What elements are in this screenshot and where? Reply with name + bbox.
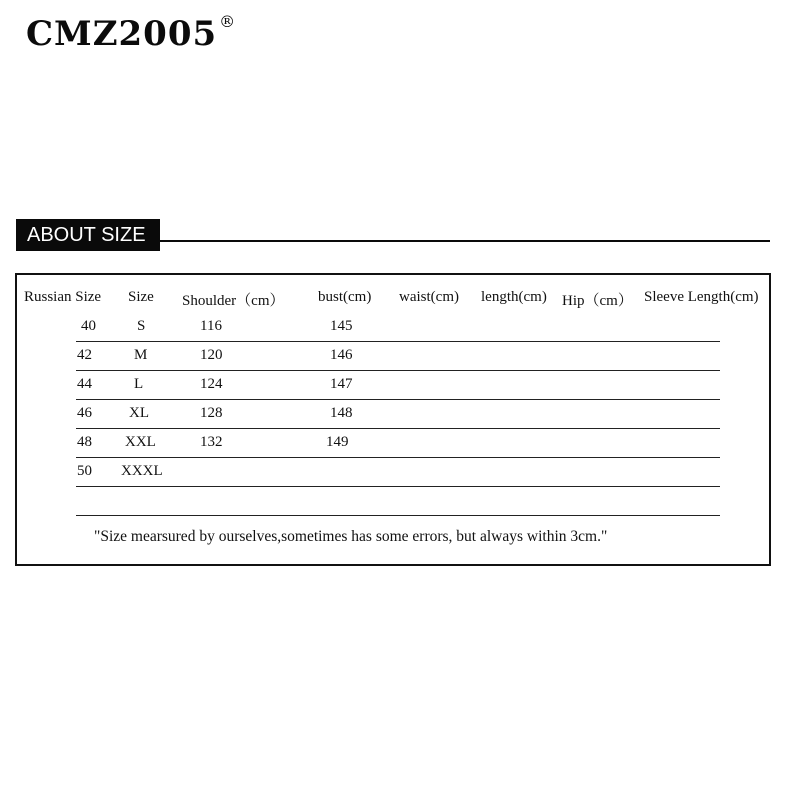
cell-shoulder: 132 bbox=[200, 434, 223, 450]
section-divider bbox=[160, 240, 770, 242]
cell-shoulder: 116 bbox=[200, 318, 222, 334]
cell-bust: 145 bbox=[330, 318, 353, 334]
size-table bbox=[15, 273, 771, 566]
cell-russian-size: 40 bbox=[81, 318, 96, 334]
cell-size: XXL bbox=[125, 434, 156, 450]
cell-size: M bbox=[134, 347, 148, 363]
row-divider bbox=[76, 399, 720, 400]
cell-shoulder: 120 bbox=[200, 347, 223, 363]
header-russian-size: Russian Size bbox=[24, 289, 102, 305]
cell-shoulder: 124 bbox=[200, 376, 223, 392]
row-divider bbox=[76, 515, 720, 516]
header-hip: Hip（cm） bbox=[562, 293, 633, 309]
header-sleeve-length: Sleeve Length(cm) bbox=[644, 289, 759, 305]
row-divider bbox=[76, 428, 720, 429]
row-divider bbox=[76, 457, 720, 458]
cell-shoulder: 128 bbox=[200, 405, 223, 421]
brand-name: CMZ2005 bbox=[26, 14, 218, 54]
header-bust: bust(cm) bbox=[318, 289, 372, 305]
row-divider bbox=[76, 341, 720, 342]
cell-russian-size: 48 bbox=[77, 434, 92, 450]
cell-bust: 147 bbox=[330, 376, 353, 392]
cell-russian-size: 44 bbox=[77, 376, 92, 392]
cell-russian-size: 42 bbox=[77, 347, 92, 363]
cell-bust: 149 bbox=[326, 434, 349, 450]
section-title: ABOUT SIZE bbox=[16, 219, 160, 251]
cell-size: XXXL bbox=[121, 463, 163, 479]
header-waist: waist(cm) bbox=[399, 289, 459, 305]
cell-size: L bbox=[134, 376, 144, 392]
row-divider bbox=[76, 370, 720, 371]
brand-logo bbox=[26, 14, 236, 54]
cell-bust: 148 bbox=[330, 405, 353, 421]
cell-size: XL bbox=[129, 405, 149, 421]
cell-russian-size: 46 bbox=[77, 405, 92, 421]
registered-mark: ® bbox=[219, 12, 237, 31]
cell-russian-size: 50 bbox=[77, 463, 92, 479]
header-size: Size bbox=[128, 289, 154, 305]
cell-size: S bbox=[137, 318, 146, 334]
measurement-note: "Size mearsured by ourselves,sometimes has some errors, but always within 3cm." bbox=[94, 528, 608, 545]
cell-bust: 146 bbox=[330, 347, 353, 363]
header-length: length(cm) bbox=[481, 289, 547, 305]
row-divider bbox=[76, 486, 720, 487]
header-shoulder: Shoulder（cm） bbox=[182, 293, 285, 309]
